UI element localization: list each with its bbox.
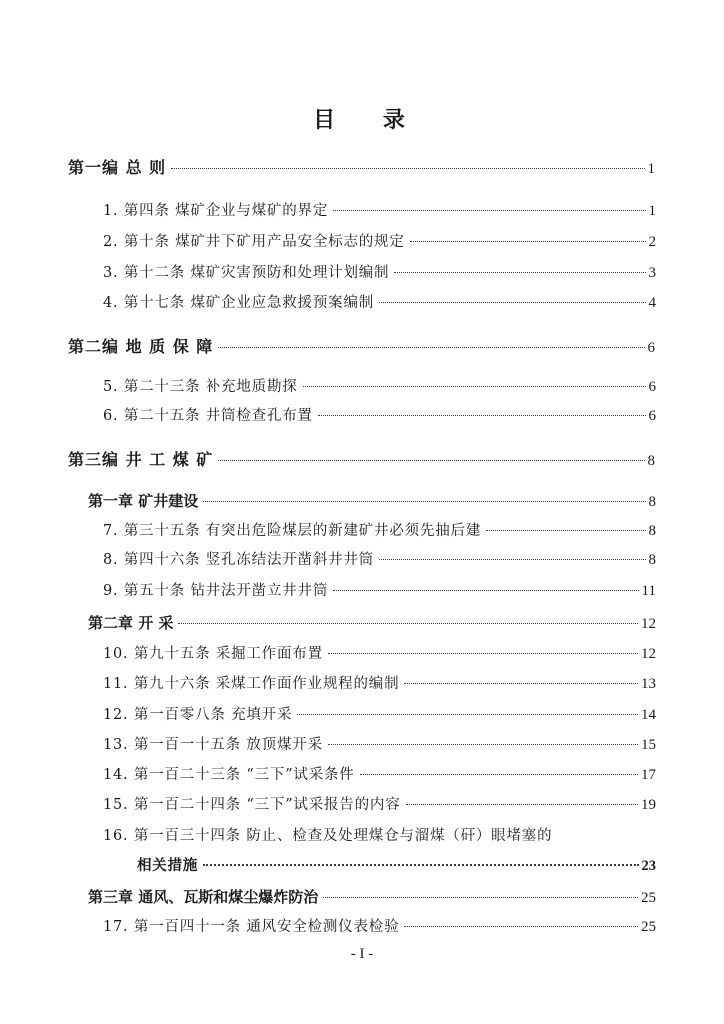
toc-page-number: 8 — [648, 523, 656, 539]
toc-page-number: 13 — [641, 676, 656, 692]
toc-page-number: 23 — [641, 858, 656, 874]
toc-part-2[interactable] — [68, 336, 656, 358]
dot-leader — [333, 210, 645, 211]
toc-label: 13. 第一百一十五条 放顶煤开采 — [103, 737, 323, 753]
toc-page-number: 15 — [641, 737, 656, 753]
dot-leader — [318, 415, 646, 416]
toc-page-number: 12 — [641, 616, 656, 632]
toc-page-number: 17 — [641, 767, 656, 783]
toc-label: 8. 第四十六条 竖孔冻结法开凿斜井井筒 — [103, 552, 375, 568]
dot-leader — [171, 168, 644, 169]
toc-article-1[interactable] — [103, 200, 656, 222]
dot-leader — [394, 272, 645, 273]
dot-leader — [360, 774, 638, 775]
toc-article-9[interactable] — [103, 580, 656, 602]
toc-label: 3. 第十二条 煤矿灾害预防和处理计划编制 — [103, 265, 390, 281]
toc-label: 14. 第一百二十三条 “三下”试采条件 — [103, 767, 355, 783]
toc-article-10[interactable] — [103, 643, 656, 665]
toc-chapter-3[interactable] — [88, 886, 656, 908]
toc-label: 第一编 总 则 — [68, 158, 167, 177]
toc-page-number: 6 — [648, 408, 656, 424]
toc-article-14[interactable] — [103, 764, 656, 786]
toc-label: 5. 第二十三条 补充地质勘探 — [103, 379, 298, 395]
dot-leader — [404, 683, 638, 684]
dot-leader — [323, 897, 638, 898]
toc-part-3[interactable] — [68, 449, 656, 471]
dot-leader — [178, 623, 638, 624]
toc-label: 第二章 开 采 — [88, 614, 174, 632]
dot-leader — [297, 714, 638, 715]
toc-page-number: 1 — [648, 203, 656, 219]
toc-page-number: 4 — [648, 295, 656, 311]
toc-article-7[interactable] — [103, 520, 656, 542]
toc-chapter-1[interactable] — [88, 490, 656, 512]
toc-page-number: 25 — [641, 919, 656, 935]
toc-label: 7. 第三十五条 有突出危险煤层的新建矿井必须先抽后建 — [103, 523, 482, 539]
dot-leader — [404, 926, 638, 927]
dot-leader — [328, 653, 638, 654]
toc-article-12[interactable] — [103, 704, 656, 726]
dot-leader — [328, 744, 638, 745]
toc-part-1[interactable] — [68, 157, 656, 179]
dot-leader — [218, 347, 644, 348]
toc-page-number: 19 — [641, 797, 656, 813]
toc-page-number: 8 — [648, 494, 656, 510]
toc-page-number: 12 — [641, 646, 656, 662]
toc-label: 第一章 矿井建设 — [88, 492, 199, 510]
dot-leader — [303, 386, 646, 387]
toc-label: 1. 第四条 煤矿企业与煤矿的界定 — [103, 203, 329, 219]
toc-article-13[interactable] — [103, 734, 656, 756]
toc-page-number: 2 — [648, 234, 656, 250]
toc-label: 4. 第十七条 煤矿企业应急救援预案编制 — [103, 295, 375, 311]
toc-label: 第二编 地 质 保 障 — [68, 337, 214, 356]
toc-page-number: 25 — [641, 890, 656, 906]
dot-leader — [379, 302, 645, 303]
dot-leader — [203, 501, 645, 502]
toc-label: 12. 第一百零八条 充填开采 — [103, 707, 293, 723]
toc-chapter-2[interactable] — [88, 612, 656, 634]
toc-article-17[interactable] — [103, 916, 656, 938]
toc-article-16-line1[interactable]: 16. 第一百三十四条 防止、检查及处理煤仓与溜煤（矸）眼堵塞的 — [103, 828, 553, 844]
toc-article-3[interactable] — [103, 262, 656, 284]
toc-label: 11. 第九十六条 采煤工作面作业规程的编制 — [103, 676, 400, 692]
dot-leader — [410, 241, 646, 242]
toc-article-11[interactable] — [103, 673, 656, 695]
toc-label: 第三章 通风、瓦斯和煤尘爆炸防治 — [88, 888, 319, 906]
toc-article-8[interactable] — [103, 549, 656, 571]
toc-label: 第三编 井 工 煤 矿 — [68, 450, 214, 469]
toc-label: 9. 第五十条 钻井法开凿立井井筒 — [103, 583, 329, 599]
toc-label: 10. 第九十五条 采掘工作面布置 — [103, 646, 323, 662]
toc-article-5[interactable] — [103, 376, 656, 398]
toc-page-number: 3 — [648, 265, 656, 281]
dot-leader — [333, 590, 638, 591]
page-footer-number: - I - — [350, 946, 374, 962]
toc-article-16-line2[interactable] — [137, 855, 656, 877]
toc-page-number: 8 — [647, 453, 656, 469]
toc-label: 6. 第二十五条 井筒检查孔布置 — [103, 408, 313, 424]
dot-leader — [486, 530, 645, 531]
toc-article-6[interactable] — [103, 405, 656, 427]
toc-article-2[interactable] — [103, 231, 656, 253]
toc-label: 2. 第十条 煤矿井下矿用产品安全标志的规定 — [103, 234, 405, 250]
toc-page-number: 1 — [647, 161, 656, 177]
toc-page-number: 11 — [641, 583, 656, 599]
toc-page-number: 8 — [648, 552, 656, 568]
toc-page-number: 6 — [648, 379, 656, 395]
dot-leader — [203, 864, 638, 866]
dot-leader — [379, 559, 645, 560]
page-title: 目 录 — [313, 107, 425, 133]
toc-page-number: 14 — [641, 707, 656, 723]
toc-label: 相关措施 — [137, 857, 199, 874]
toc-page-number: 6 — [647, 340, 656, 356]
toc-label: 15. 第一百二十四条 “三下”试采报告的内容 — [103, 797, 401, 813]
dot-leader — [406, 804, 638, 805]
toc-article-4[interactable] — [103, 292, 656, 314]
toc-article-15[interactable] — [103, 794, 656, 816]
toc-label: 17. 第一百四十一条 通风安全检测仪表检验 — [103, 919, 400, 935]
dot-leader — [218, 460, 644, 461]
